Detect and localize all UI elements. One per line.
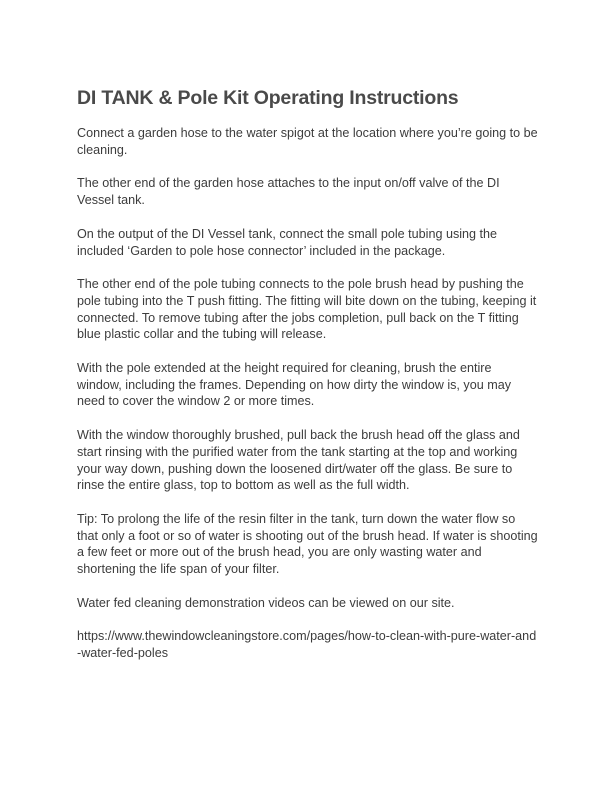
paragraph-demo-videos: Water fed cleaning demonstration videos can be viewed on our site. — [77, 595, 455, 610]
paragraph-garden-hose-connect: Connect a garden hose to the water spigot at the location where you’re going to be cleaning. — [77, 126, 538, 157]
demo-videos-link[interactable]: https://www.thewindowcleaningstore.com/pages/how-to-clean-with-pure-water-and-water-fed-poles — [77, 629, 537, 661]
paragraph-brush-window: With the pole extended at the height required for cleaning, brush the entire window, including the frames. Depending on how dirty the window is, you may need to cover the window 2 or more times. — [77, 361, 512, 409]
paragraph-pole-tubing-connect: On the output of the DI Vessel tank, connect the small pole tubing using the included ‘Garden to pole hose connector’ included in the package. — [77, 226, 498, 258]
paragraph-tip-resin-filter: Tip: To prolong the life of the resin filter in the tank, turn down the water flow so that only a foot or so of water is shooting out of the brush head. If water is shooting a few feet or more out of the brush head, you are only wasting water and shortening the life span of your filter. — [77, 511, 538, 577]
document-title: DI TANK & Pole Kit Operating Instructions — [77, 87, 459, 109]
paragraph-brush-head-fitting: The other end of the pole tubing connects to the pole brush head by pushing the pole tubing into the T push fitting. The fitting will bite down on the tubing, keeping it connected. To remove tubing after the jobs completion, pull back on the T fitting blue plastic collar and the tubing will release. — [77, 277, 537, 342]
paragraph-garden-hose-input: The other end of the garden hose attaches to the input on/off valve of the DI Vessel tank. — [77, 176, 500, 208]
document-body — [77, 125, 539, 662]
document-page — [77, 86, 539, 662]
paragraph-rinse-window: With the window thoroughly brushed, pull back the brush head off the glass and start rinsing with the purified water from the tank starting at the top and working your way down, pushing down the loosened dirt/water off the glass. Be sure to rinse the entire glass, top to bottom as well as the full width. — [77, 428, 520, 493]
